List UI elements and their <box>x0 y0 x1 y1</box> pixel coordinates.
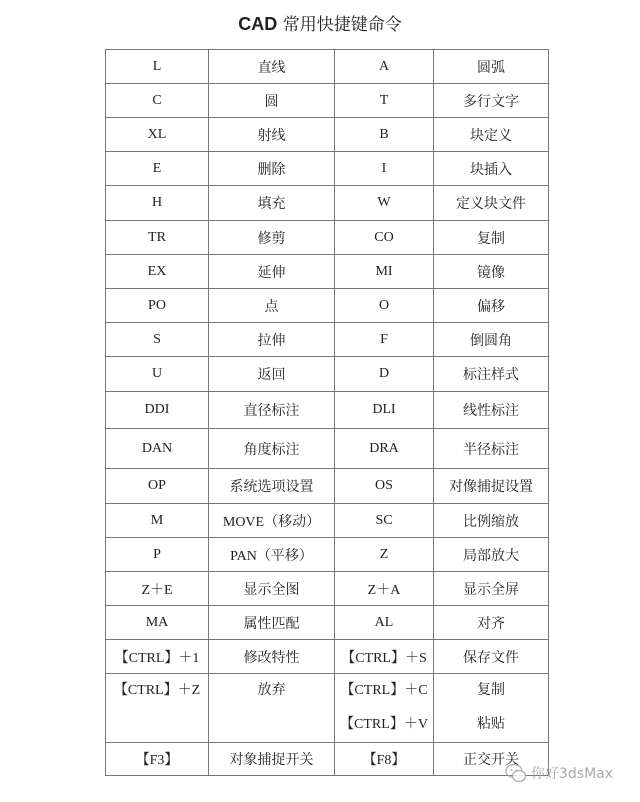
key-cell: CO <box>335 221 434 255</box>
desc-cell: 半径标注 <box>434 429 549 469</box>
key-cell: MA <box>106 606 209 640</box>
desc-cell: 保存文件 <box>434 640 549 674</box>
desc-cell <box>434 674 549 743</box>
shortcut-table <box>105 49 549 776</box>
key-cell: M <box>106 504 209 538</box>
desc-cell: 系统选项设置 <box>209 469 335 504</box>
key-cell: XL <box>106 118 209 152</box>
desc-cell: 返回 <box>209 357 335 392</box>
key-cell: 【F8】 <box>335 743 434 776</box>
desc-cell: 延伸 <box>209 255 335 289</box>
key-cell: C <box>106 84 209 118</box>
table-row <box>106 289 549 323</box>
table-row <box>106 429 549 469</box>
desc-cell: 角度标注 <box>209 429 335 469</box>
key-cell: I <box>335 152 434 186</box>
wechat-icon <box>505 762 527 784</box>
desc-cell: 对像捕捉设置 <box>434 469 549 504</box>
table-row <box>106 186 549 221</box>
key-cell: AL <box>335 606 434 640</box>
table-row <box>106 392 549 429</box>
key-cell: OP <box>106 469 209 504</box>
desc-cell: 倒圆角 <box>434 323 549 357</box>
watermark <box>505 758 635 788</box>
key-cell: DLI <box>335 392 434 429</box>
table-row <box>106 84 549 118</box>
desc-cell: 标注样式 <box>434 357 549 392</box>
title-rest: 常用快捷键命令 <box>277 15 402 35</box>
key-cell: P <box>106 538 209 572</box>
page-title <box>0 10 640 35</box>
desc-cell: 显示全屏 <box>434 572 549 606</box>
key-cell: 【CTRL】＋1 <box>106 640 209 674</box>
key-cell: E <box>106 152 209 186</box>
desc-cell: 直径标注 <box>209 392 335 429</box>
key-cell <box>106 674 209 743</box>
desc-cell: 对齐 <box>434 606 549 640</box>
table-row <box>106 323 549 357</box>
shortcut-table-body <box>106 50 549 776</box>
merged-key1: 【CTRL】＋Z <box>113 683 201 698</box>
desc-cell: 显示全图 <box>209 572 335 606</box>
table-row <box>106 255 549 289</box>
desc-cell: 直线 <box>209 50 335 84</box>
key-cell: T <box>335 84 434 118</box>
key-cell: O <box>335 289 434 323</box>
key-cell: Z＋E <box>106 572 209 606</box>
table-row <box>106 538 549 572</box>
key-cell: MI <box>335 255 434 289</box>
desc-cell: 圆 <box>209 84 335 118</box>
key-cell: Z＋A <box>335 572 434 606</box>
table-row <box>106 572 549 606</box>
table-row <box>106 221 549 255</box>
desc-cell: 比例缩放 <box>434 504 549 538</box>
desc-cell: 复制 <box>434 221 549 255</box>
desc-cell: 填充 <box>209 186 335 221</box>
key-cell: DDI <box>106 392 209 429</box>
desc-cell: 镜像 <box>434 255 549 289</box>
key-cell: W <box>335 186 434 221</box>
key-cell: EX <box>106 255 209 289</box>
desc-cell: MOVE（移动） <box>209 504 335 538</box>
table-row-merged <box>106 674 549 743</box>
table-row <box>106 152 549 186</box>
table-row <box>106 50 549 84</box>
desc-cell: 修剪 <box>209 221 335 255</box>
key-cell: D <box>335 357 434 392</box>
desc-cell: 定义块文件 <box>434 186 549 221</box>
key-cell: A <box>335 50 434 84</box>
desc-cell <box>209 674 335 743</box>
desc-cell: 偏移 <box>434 289 549 323</box>
key-cell: PO <box>106 289 209 323</box>
key-cell <box>335 674 434 743</box>
desc-cell: 局部放大 <box>434 538 549 572</box>
desc-cell: 多行文字 <box>434 84 549 118</box>
table-row <box>106 606 549 640</box>
desc-cell: 修改特性 <box>209 640 335 674</box>
merged-desc1: 放弃 <box>257 683 286 698</box>
key-cell: B <box>335 118 434 152</box>
desc-cell: 拉伸 <box>209 323 335 357</box>
merged-key2b: 【CTRL】＋V <box>340 717 428 732</box>
desc-cell: 射线 <box>209 118 335 152</box>
desc-cell: 圆弧 <box>434 50 549 84</box>
desc-cell: 块定义 <box>434 118 549 152</box>
key-cell: F <box>335 323 434 357</box>
table-row <box>106 469 549 504</box>
desc-cell: 块插入 <box>434 152 549 186</box>
key-cell: DRA <box>335 429 434 469</box>
table-row <box>106 640 549 674</box>
desc-cell: 对象捕捉开关 <box>209 743 335 776</box>
key-cell: H <box>106 186 209 221</box>
watermark-text: 你好3dsMax <box>531 766 614 782</box>
key-cell: 【CTRL】＋S <box>335 640 434 674</box>
merged-desc2a: 复制 <box>477 683 505 698</box>
key-cell: 【F3】 <box>106 743 209 776</box>
key-cell: Z <box>335 538 434 572</box>
title-prefix: CAD <box>238 14 278 34</box>
desc-cell: PAN（平移） <box>209 538 335 572</box>
desc-cell: 正交开关 <box>434 743 549 776</box>
merged-key2a: 【CTRL】＋C <box>340 683 428 698</box>
table-row <box>106 504 549 538</box>
key-cell: DAN <box>106 429 209 469</box>
table-row-last <box>106 743 549 776</box>
key-cell: SC <box>335 504 434 538</box>
key-cell: OS <box>335 469 434 504</box>
desc-cell: 删除 <box>209 152 335 186</box>
desc-cell: 线性标注 <box>434 392 549 429</box>
table-row <box>106 118 549 152</box>
table-row <box>106 357 549 392</box>
key-cell: TR <box>106 221 209 255</box>
key-cell: U <box>106 357 209 392</box>
key-cell: S <box>106 323 209 357</box>
desc-cell: 属性匹配 <box>209 606 335 640</box>
merged-desc2b: 粘贴 <box>477 717 505 732</box>
desc-cell: 点 <box>209 289 335 323</box>
key-cell: L <box>106 50 209 84</box>
